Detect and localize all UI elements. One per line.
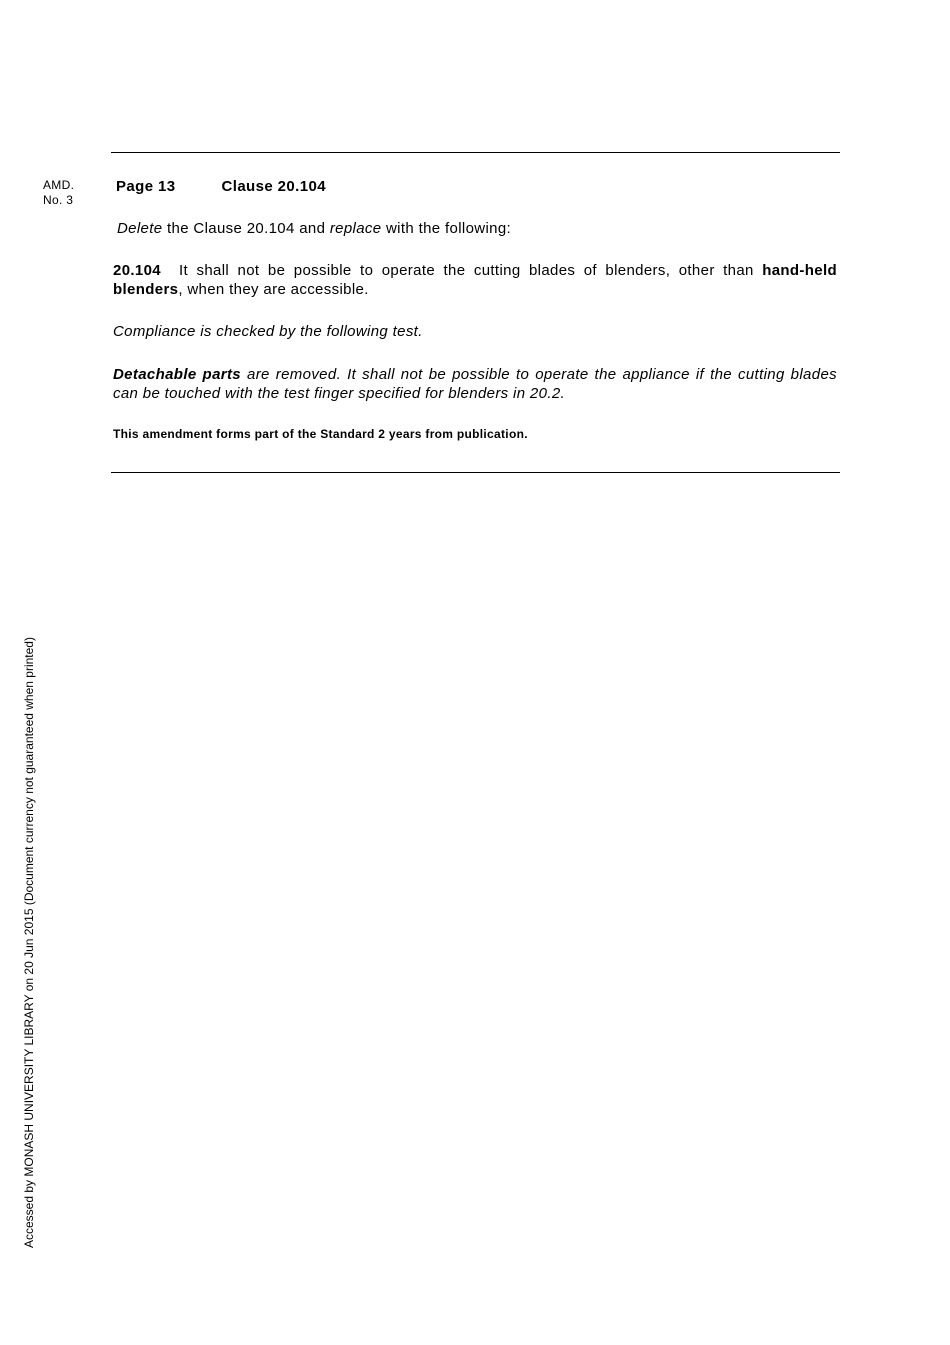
test-paragraph [113, 365, 837, 403]
test-text: are removed. It shall not be possible to operate the appliance if the cutting blades can be touched with the test finger specified for blenders in 20.2. [113, 366, 837, 402]
amendment-label-line1: AMD. [43, 178, 75, 192]
replace-word: replace [329, 220, 382, 237]
access-watermark: Accessed by MONASH UNIVERSITY LIBRARY on 20 Jun 2015 (Document currency not guaranteed when printed) [22, 637, 36, 1248]
clause-paragraph [113, 261, 837, 299]
amendment-label [43, 178, 74, 208]
test-bold-term: Detachable parts [113, 366, 241, 383]
amendment-label-line2: No. 3 [43, 193, 74, 207]
clause-reference: Clause 20.104 [221, 178, 326, 195]
clause-bold-term: hand-held blenders [113, 262, 837, 298]
clause-text-after: , when they are accessible. [178, 281, 369, 298]
page-clause-heading [116, 178, 326, 195]
instruction-paragraph [117, 219, 841, 238]
clause-text-before: It shall not be possible to operate the cutting blades of blenders, other than [178, 262, 763, 279]
instruction-mid-text: the Clause 20.104 and [162, 220, 330, 237]
amendment-note: This amendment forms part of the Standard 2 years from publication. [113, 427, 528, 441]
top-divider [111, 152, 840, 153]
bottom-divider [111, 472, 840, 473]
compliance-paragraph: Compliance is checked by the following test. [113, 323, 423, 340]
page-reference: Page 13 [116, 178, 176, 195]
instruction-end-text: with the following: [381, 220, 512, 237]
delete-word: Delete [117, 220, 163, 237]
clause-number: 20.104 [113, 262, 161, 279]
